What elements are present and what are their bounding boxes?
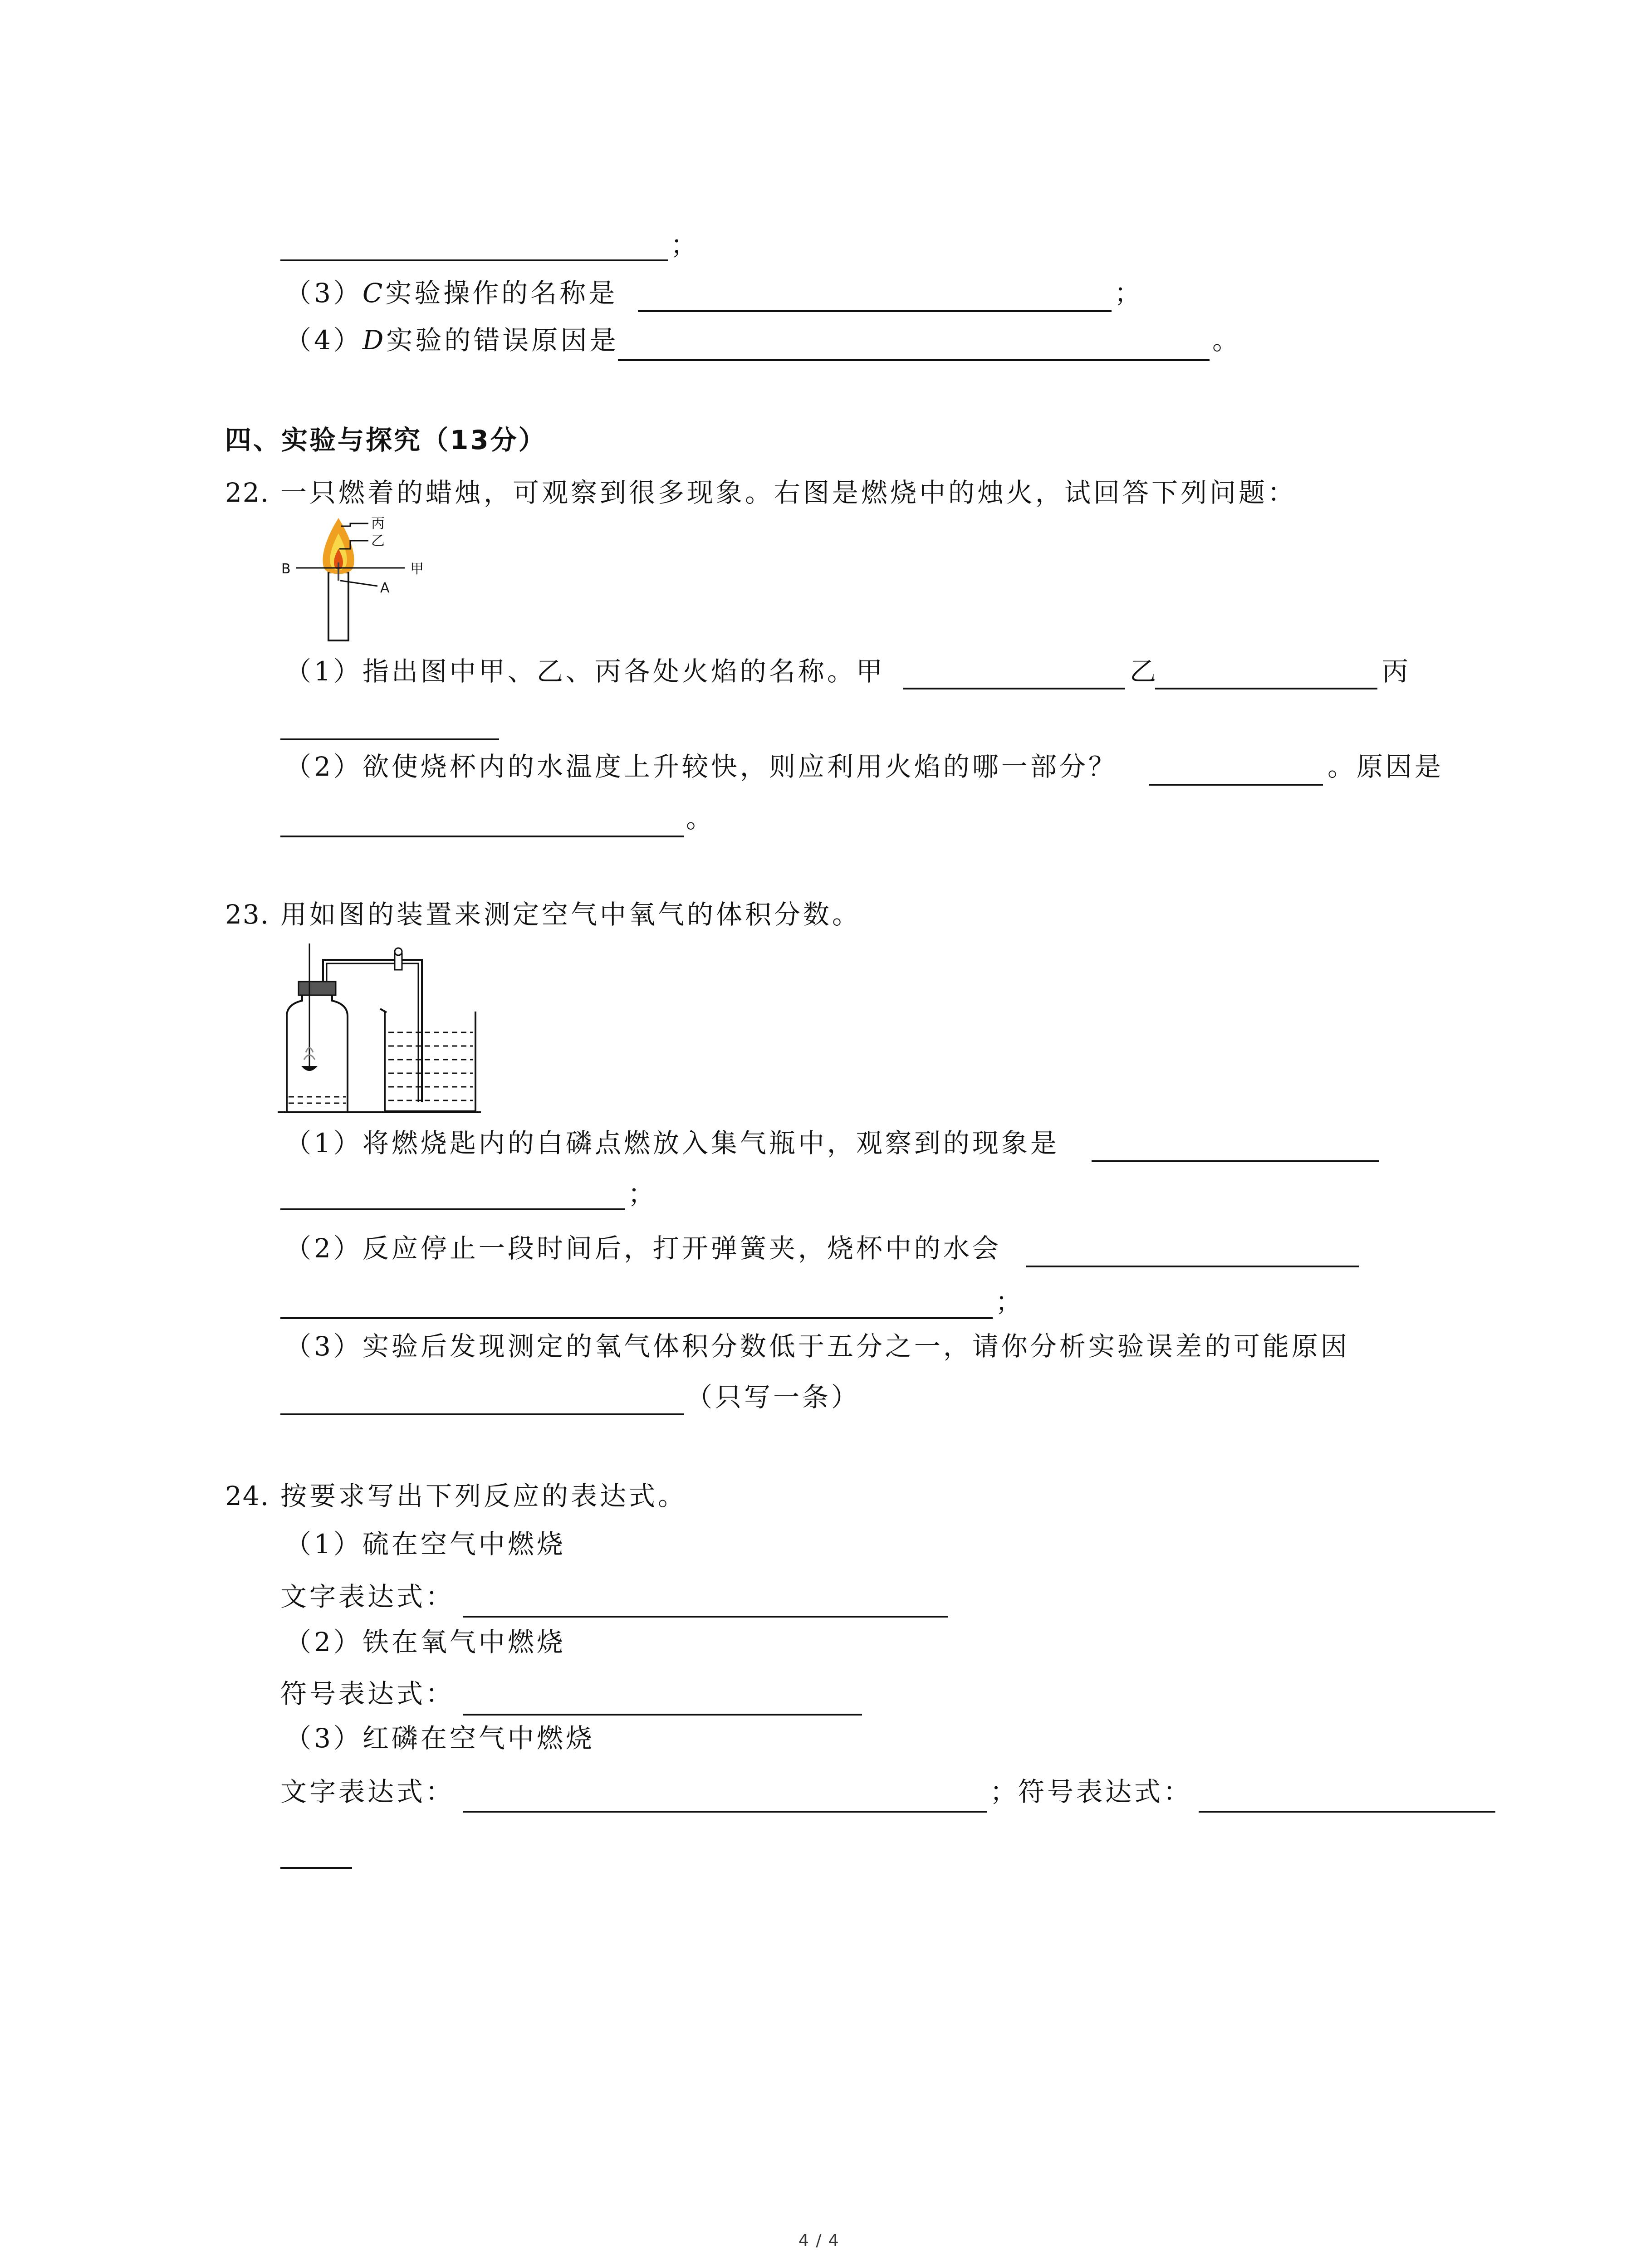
page-number: 4 / 4 xyxy=(798,2231,840,2250)
gas-collecting-bottle xyxy=(287,991,348,1111)
answer-blank[interactable] xyxy=(1149,784,1323,786)
q23-part2: （2）反应停止一段时间后，打开弹簧夹，烧杯中的水会 xyxy=(285,1233,1001,1264)
stopper xyxy=(299,982,336,995)
q23-part3: （3）实验后发现测定的氧气体积分数低于五分之一，请你分析实验误差的可能原因 xyxy=(285,1331,1350,1362)
oxygen-apparatus-figure xyxy=(278,943,486,1116)
beaker-water xyxy=(388,1032,473,1100)
q24-part3-title: （3）红磷在空气中燃烧 xyxy=(285,1723,595,1754)
q22-part1-yi: 乙 xyxy=(1130,656,1159,687)
punctuation: ； xyxy=(671,230,700,260)
punctuation: 。 xyxy=(686,803,715,834)
q23-part1: （1）将燃烧匙内的白磷点燃放入集气瓶中，观察到的现象是 xyxy=(285,1128,1059,1158)
question-number: 22. xyxy=(225,477,270,508)
question-stem: 用如图的装置来测定空气中氧气的体积分数。 xyxy=(280,899,862,930)
q24-part1-title: （1）硫在空气中燃烧 xyxy=(285,1529,566,1559)
question-stem: 按要求写出下列反应的表达式。 xyxy=(280,1481,687,1511)
q24-part2-title: （2）铁在氧气中燃烧 xyxy=(285,1627,566,1657)
figure-label: B xyxy=(281,561,291,577)
answer-blank[interactable] xyxy=(463,1616,948,1618)
glass-tube xyxy=(323,960,422,1102)
q24-part3-label: 文字表达式： xyxy=(280,1776,455,1807)
answer-blank[interactable] xyxy=(280,738,499,740)
beaker-lip xyxy=(380,1009,387,1012)
punctuation: ； xyxy=(990,1776,1019,1807)
candle-body xyxy=(328,572,348,640)
question-number: 24. xyxy=(225,1481,270,1511)
answer-blank[interactable] xyxy=(1155,688,1377,689)
figure-label: A xyxy=(380,580,390,596)
figure-label: 甲 xyxy=(410,561,424,577)
figure-label: 丙 xyxy=(371,516,385,532)
answer-blank[interactable] xyxy=(280,1208,625,1210)
q24-part2-label: 符号表达式： xyxy=(280,1678,455,1709)
answer-blank[interactable] xyxy=(280,836,684,837)
q24-part3-label2: 符号表达式： xyxy=(1018,1776,1193,1807)
punctuation: ； xyxy=(995,1286,1025,1317)
answer-blank[interactable] xyxy=(1026,1266,1359,1267)
q24-part1-label: 文字表达式： xyxy=(280,1581,455,1612)
answer-blank[interactable] xyxy=(1092,1160,1379,1162)
beaker xyxy=(385,1012,475,1111)
q22-part2-reason: 。原因是 xyxy=(1327,751,1444,782)
q21-part3: （3）C实验操作的名称是 xyxy=(285,278,618,308)
answer-blank[interactable] xyxy=(280,1413,684,1415)
q22-part2: （2）欲使烧杯内的水温度上升较快，则应利用火焰的哪一部分？ xyxy=(285,751,1117,782)
punctuation: ； xyxy=(628,1178,657,1209)
glass-tube xyxy=(327,963,418,1102)
spoon-bowl xyxy=(301,1066,318,1071)
answer-blank[interactable] xyxy=(903,688,1125,689)
candle-flame-figure xyxy=(278,513,450,644)
leader-line xyxy=(341,523,368,526)
q21-part4: （4）D实验的错误原因是 xyxy=(285,325,619,356)
answer-blank[interactable] xyxy=(618,359,1210,361)
answer-blank[interactable] xyxy=(280,259,668,261)
q22-part1: （1）指出图中甲、乙、丙各处火焰的名称。甲 xyxy=(285,656,885,687)
q23-part3-note: （只写一条） xyxy=(686,1382,861,1413)
question-stem: 一只燃着的蜡烛，可观察到很多现象。右图是燃烧中的烛火，试回答下列问题： xyxy=(280,477,1297,508)
punctuation: ； xyxy=(1114,278,1144,308)
punctuation: 。 xyxy=(1212,325,1242,356)
question-number: 23. xyxy=(225,899,270,930)
section-heading: 四、实验与探究（13分） xyxy=(225,425,547,455)
answer-blank[interactable] xyxy=(638,310,1112,312)
figure-label: 乙 xyxy=(371,533,385,549)
spring-clip-knob xyxy=(395,948,402,955)
answer-blank[interactable] xyxy=(463,1811,987,1813)
answer-blank[interactable] xyxy=(280,1317,993,1319)
answer-blank[interactable] xyxy=(463,1714,862,1716)
q22-part1-bing: 丙 xyxy=(1382,656,1411,687)
answer-blank[interactable] xyxy=(280,1867,352,1869)
answer-blank[interactable] xyxy=(1199,1811,1495,1813)
